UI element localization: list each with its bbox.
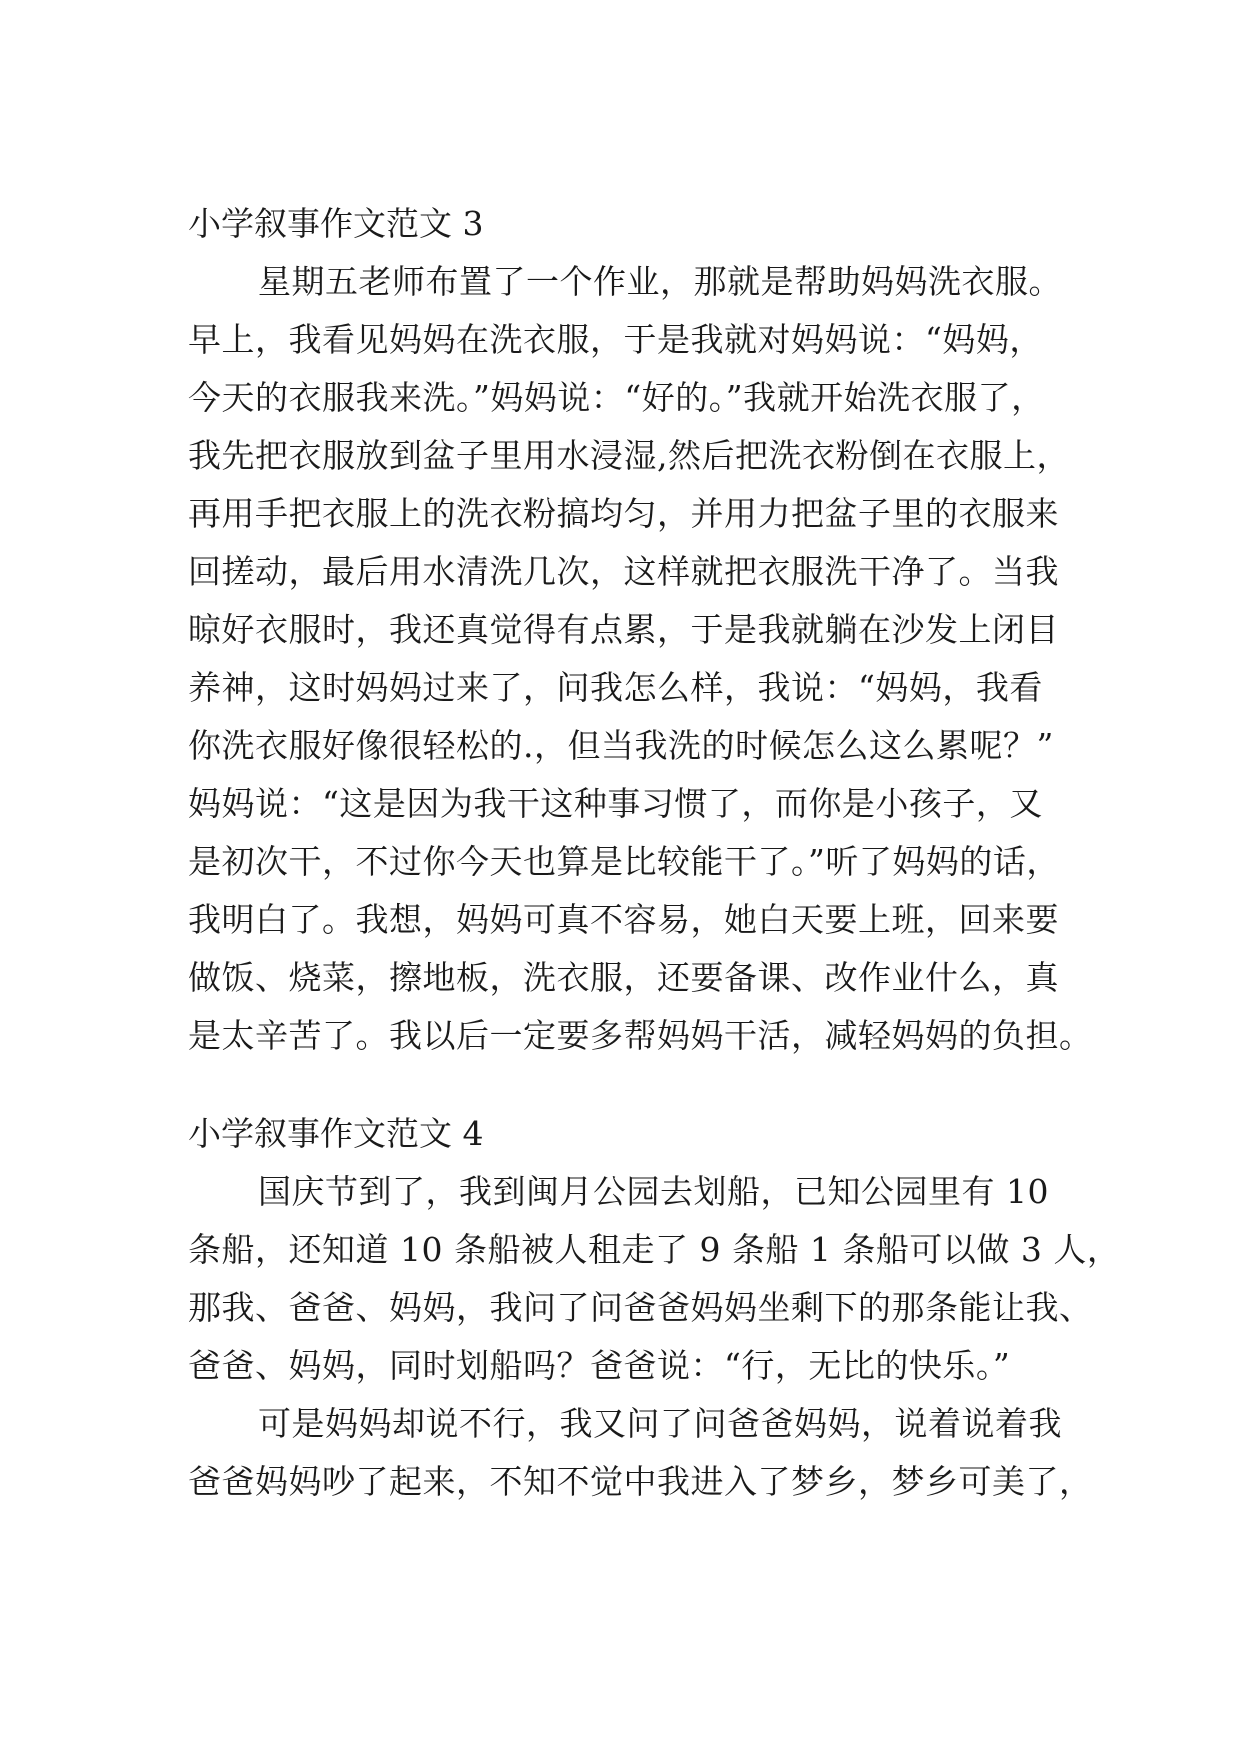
paragraph-line: 是太辛苦了。我以后一定要多帮妈妈干活，减轻妈妈的负担。: [188, 1016, 1093, 1055]
section-heading: 小学叙事作文范文 4: [188, 1114, 484, 1153]
paragraph-line: 今天的衣服我来洗。”妈妈说：“好的。”我就开始洗衣服了，: [188, 378, 1045, 417]
paragraph-line: 你洗衣服好像很轻松的.，但当我洗的时候怎么这么累呢？”: [188, 726, 1054, 765]
paragraph-line: 爸爸妈妈吵了起来，不知不觉中我进入了梦乡，梦乡可美了，: [188, 1462, 1093, 1501]
paragraph-line: 星期五老师布置了一个作业，那就是帮助妈妈洗衣服。: [258, 262, 1062, 301]
paragraph-line: 做饭、烧菜，擦地板，洗衣服，还要备课、改作业什么，真: [188, 958, 1059, 997]
section-heading: 小学叙事作文范文 3: [188, 204, 484, 243]
paragraph-line: 养神，这时妈妈过来了，问我怎么样，我说：“妈妈，我看: [188, 668, 1043, 707]
essay-section-4: [188, 1105, 1121, 1511]
paragraph-line: 早上，我看见妈妈在洗衣服，于是我就对妈妈说：“妈妈，: [188, 320, 1043, 359]
paragraph-line: 妈妈说：“这是因为我干这种事习惯了，而你是小孩子，又: [188, 784, 1043, 823]
essay-section-3: [188, 195, 1093, 1065]
paragraph-line: 可是妈妈却说不行，我又问了问爸爸妈妈，说着说着我: [258, 1404, 1062, 1443]
paragraph-line: 再用手把衣服上的洗衣粉搞均匀，并用力把盆子里的衣服来: [188, 494, 1059, 533]
paragraph-line: 回搓动，最后用水清洗几次，这样就把衣服洗干净了。当我: [188, 552, 1059, 591]
document-body: [188, 195, 1121, 1511]
paragraph-line: 爸爸、妈妈，同时划船吗？爸爸说：“行，无比的快乐。”: [188, 1346, 1011, 1385]
paragraph-line: 晾好衣服时，我还真觉得有点累，于是我就躺在沙发上闭目: [188, 610, 1059, 649]
paragraph-line: 我先把衣服放到盆子里用水浸湿,然后把洗衣粉倒在衣服上，: [188, 436, 1070, 475]
section-spacer: [188, 1065, 1068, 1105]
paragraph-line: 那我、爸爸、妈妈，我问了问爸爸妈妈坐剩下的那条能让我、: [188, 1288, 1093, 1327]
paragraph-line: 国庆节到了，我到闽月公园去划船，已知公园里有 10: [258, 1172, 1049, 1211]
paragraph-line: 我明白了。我想，妈妈可真不容易，她白天要上班，回来要: [188, 900, 1059, 939]
paragraph-line: 条船，还知道 10 条船被人租走了 9 条船 1 条船可以做 3 人，: [188, 1230, 1121, 1269]
paragraph-line: 是初次干，不过你今天也算是比较能干了。”听了妈妈的话，: [188, 842, 1060, 881]
